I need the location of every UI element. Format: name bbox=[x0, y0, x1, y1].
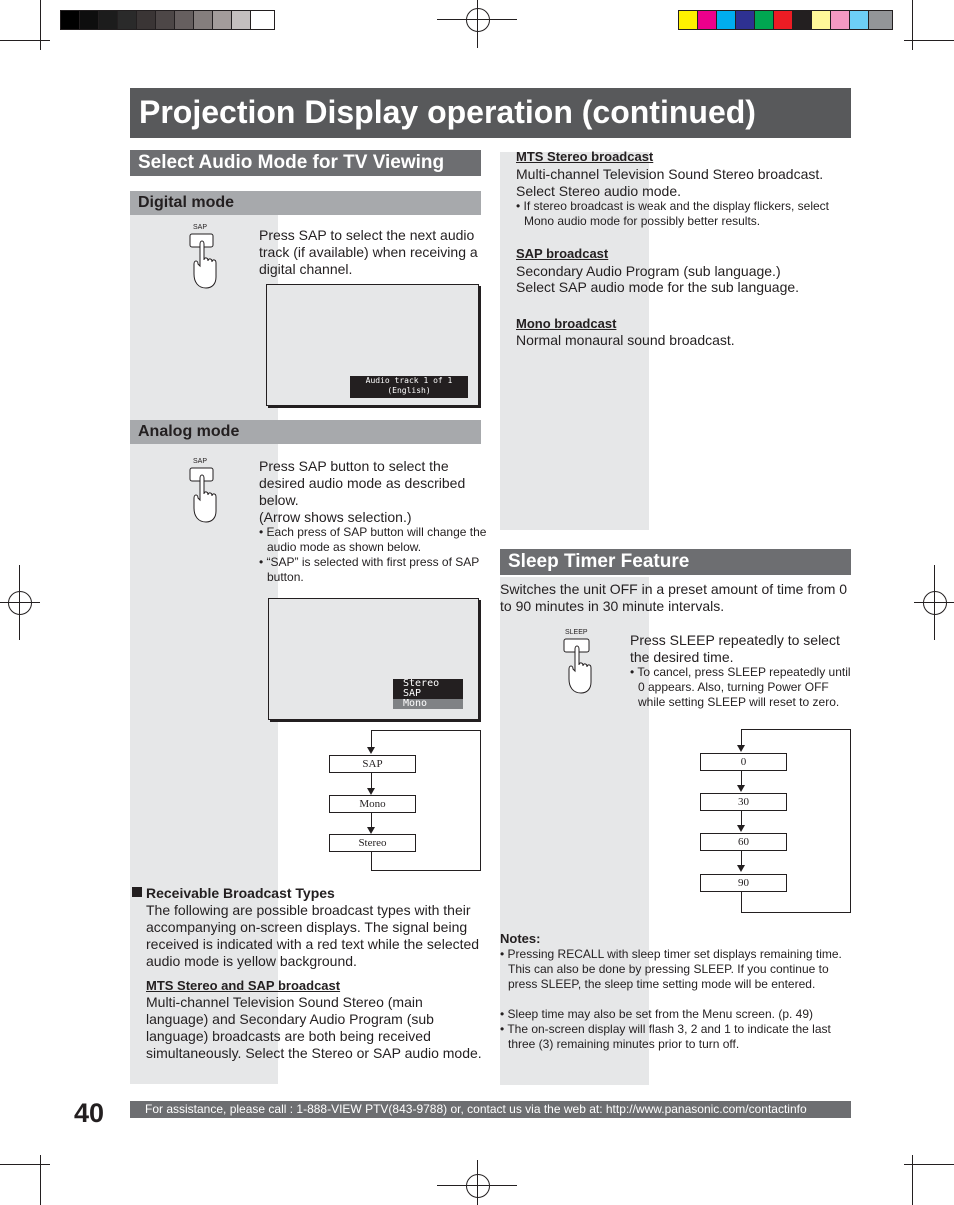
note-2: • Sleep time may also be set from the Menu screen. (p. 49) bbox=[500, 1007, 814, 1021]
mts-sap-text: Multi-channel Television Sound Stereo (main language) and Secondary Audio Program (sub language) broadcasts are both being received simultaneously. Select the Stereo or SAP audio mode. bbox=[146, 994, 482, 1061]
sap-broadcast-heading: SAP broadcast bbox=[516, 246, 609, 261]
page-title: Projection Display operation (continued) bbox=[139, 94, 756, 130]
analog-mode-text: Press SAP button to select the desired audio mode as described below. bbox=[259, 458, 466, 508]
hand-press-icon bbox=[186, 456, 226, 526]
digital-mode-heading: Digital mode bbox=[138, 194, 235, 211]
audio-track-line: Audio track 1 of 1 bbox=[365, 376, 453, 385]
mts-sap-heading: MTS Stereo and SAP broadcast bbox=[146, 978, 341, 993]
sleep-button-label: SLEEP bbox=[565, 629, 588, 636]
mts-stereo-line1: Multi-channel Television Sound Stereo broadcast. bbox=[516, 166, 824, 182]
mono-broadcast-heading: Mono broadcast bbox=[516, 316, 617, 331]
hand-press-icon bbox=[560, 627, 600, 697]
page-number: 40 bbox=[74, 1098, 105, 1128]
flow-60: 60 bbox=[700, 833, 787, 851]
osd-mono: Mono bbox=[393, 699, 463, 709]
audio-track-language: (English) bbox=[387, 386, 431, 395]
audio-track-osd bbox=[350, 376, 468, 398]
footer-assistance-text: For assistance, please call : 1-888-VIEW PTV(843-9788) or, contact us via the web at: http://www.panasonic.com/contactinfo bbox=[145, 1102, 807, 1116]
sap-broadcast-line2: Select SAP audio mode for the sub language. bbox=[516, 279, 800, 295]
sap-button-label: SAP bbox=[193, 458, 208, 465]
osd-sap: SAP bbox=[393, 689, 463, 699]
audio-section-heading: Select Audio Mode for TV Viewing bbox=[138, 152, 445, 173]
analog-osd-screen bbox=[268, 598, 479, 720]
note-3: • The on-screen display will flash 3, 2 and 1 to indicate the last three (3) remaining minutes prior to turn off. bbox=[500, 1022, 831, 1051]
receivable-text: The following are possible broadcast types with their accompanying on-screen displays. The signal being received is indicated with a red text while the selected audio mode is yellow background. bbox=[146, 902, 480, 969]
mono-broadcast-line1: Normal monaural sound broadcast. bbox=[516, 332, 735, 348]
square-bullet-icon bbox=[132, 887, 142, 897]
flow-mono: Mono bbox=[329, 795, 416, 813]
notes-heading: Notes: bbox=[500, 931, 541, 946]
receivable-heading: Receivable Broadcast Types bbox=[146, 885, 335, 901]
flow-sap: SAP bbox=[329, 755, 416, 773]
sleep-bullet: • To cancel, press SLEEP repeatedly until 0 appears. Also, turning Power OFF while setting SLEEP will reset to zero. bbox=[630, 665, 851, 709]
audio-mode-osd bbox=[393, 679, 463, 709]
flow-0: 0 bbox=[700, 753, 787, 771]
digital-osd-screen bbox=[266, 284, 479, 406]
mts-stereo-line2: Select Stereo audio mode. bbox=[516, 183, 681, 199]
sleep-intro: Switches the unit OFF in a preset amount of time from 0 to 90 minutes in 30 minute intervals. bbox=[500, 581, 848, 614]
sap-broadcast-line1: Secondary Audio Program (sub language.) bbox=[516, 263, 781, 279]
analog-bullet-1: • Each press of SAP button will change the audio mode as shown below. bbox=[259, 525, 487, 554]
flow-30: 30 bbox=[700, 793, 787, 811]
mts-stereo-heading: MTS Stereo broadcast bbox=[516, 149, 654, 164]
sap-button-illustration bbox=[186, 222, 226, 292]
osd-stereo: Stereo bbox=[393, 679, 463, 689]
flow-stereo: Stereo bbox=[329, 834, 416, 852]
flow-90: 90 bbox=[700, 874, 787, 892]
sap-button-label: SAP bbox=[193, 224, 208, 231]
sleep-button-illustration bbox=[560, 627, 600, 697]
mts-stereo-bullet: • If stereo broadcast is weak and the display flickers, select Mono audio mode for possibly better results. bbox=[516, 199, 830, 228]
hand-press-icon bbox=[186, 222, 226, 292]
digital-mode-text: Press SAP to select the next audio track (if available) when receiving a digital channel. bbox=[259, 227, 478, 277]
analog-bullet-2: • “SAP” is selected with first press of SAP button. bbox=[259, 555, 480, 584]
analog-mode-arrow-note: (Arrow shows selection.) bbox=[259, 509, 412, 525]
sap-button-illustration-analog bbox=[186, 456, 226, 526]
sleep-text: Press SLEEP repeatedly to select the desired time. bbox=[630, 632, 840, 665]
sleep-section-heading: Sleep Timer Feature bbox=[508, 551, 690, 572]
analog-mode-heading: Analog mode bbox=[138, 423, 240, 440]
note-1: • Pressing RECALL with sleep timer set displays remaining time. This can also be done by pressing SLEEP. If you continue to press SLEEP, the sleep time setting mode will be entered. bbox=[500, 947, 842, 991]
